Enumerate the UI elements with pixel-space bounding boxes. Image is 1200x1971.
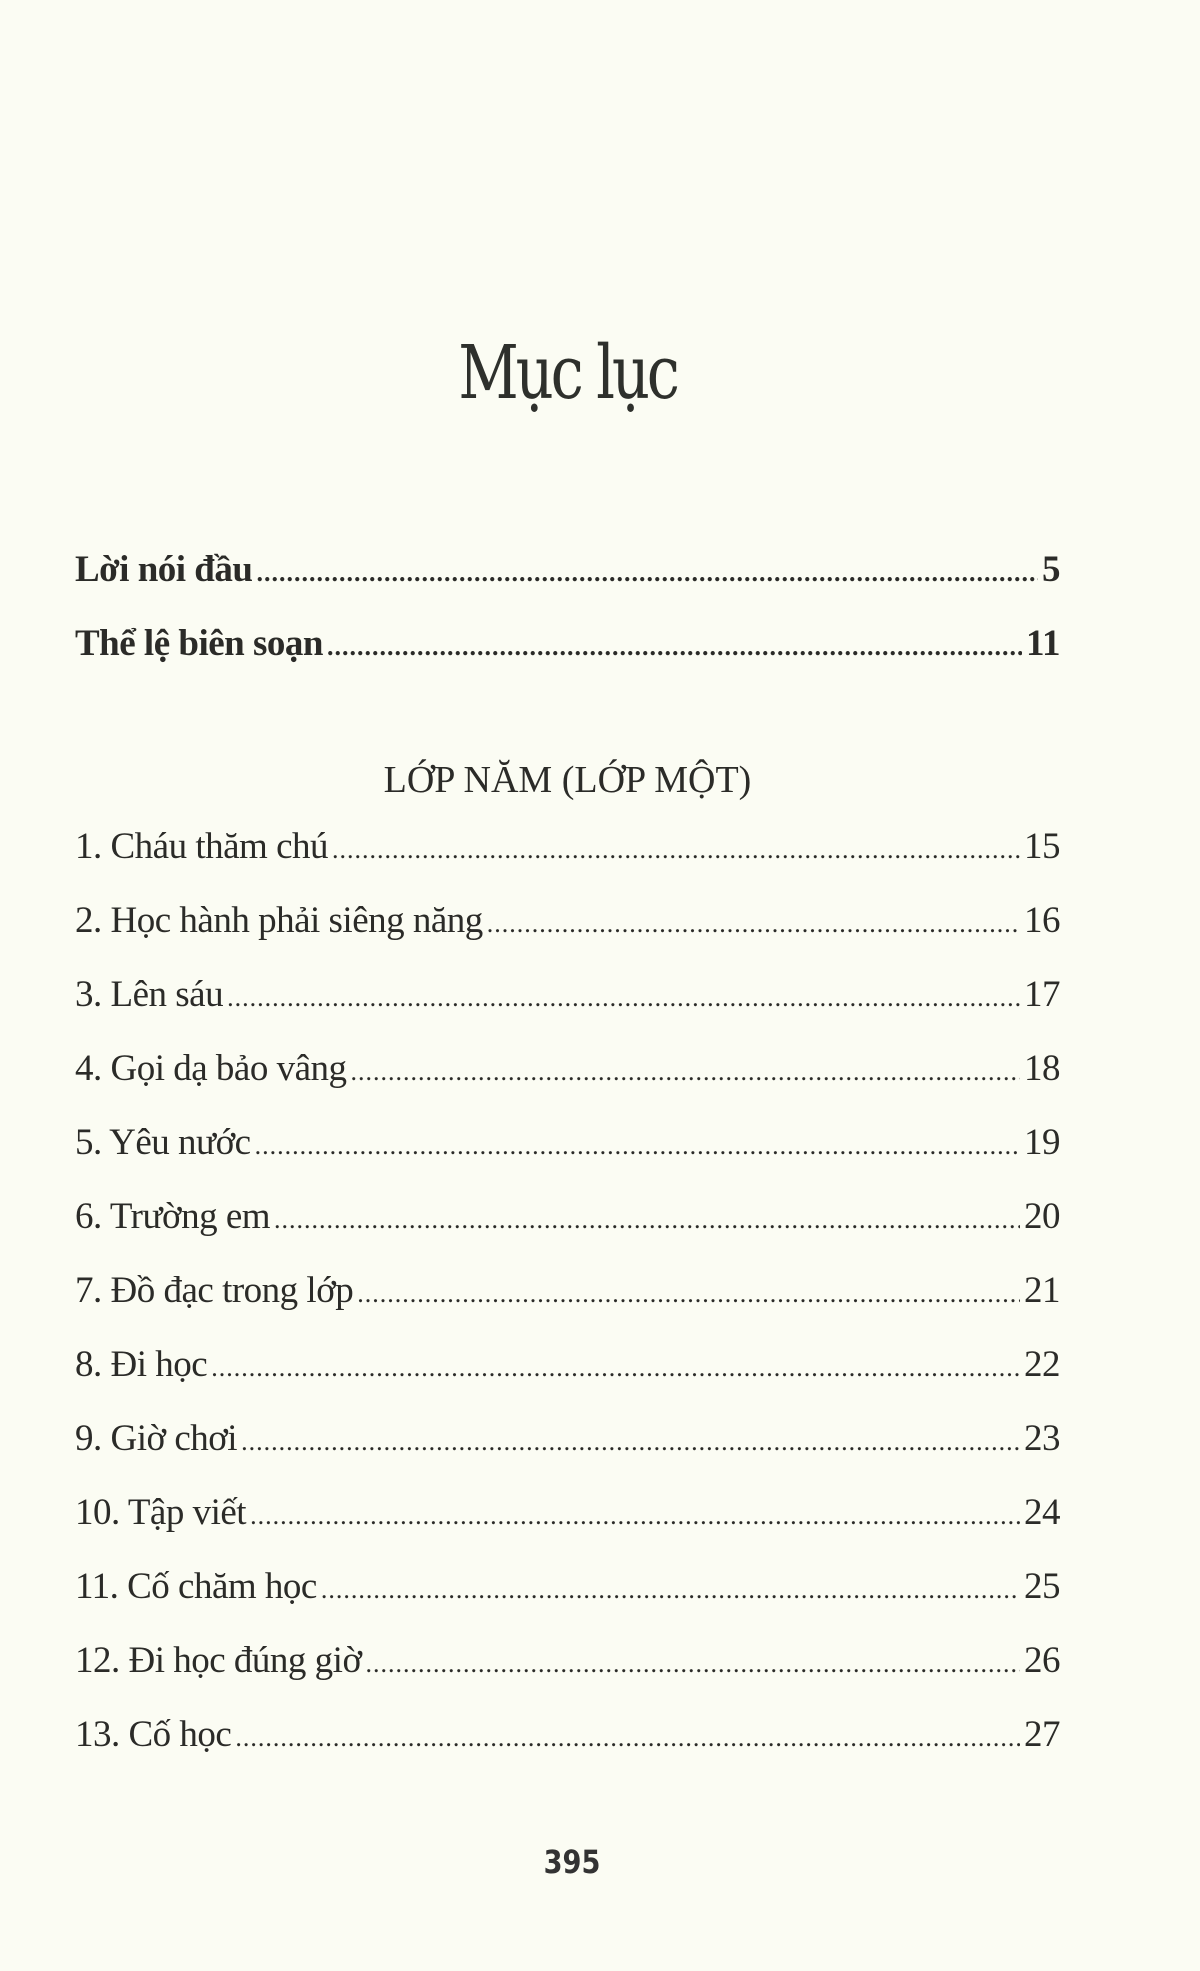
toc-entry-label: 8. Đi học	[75, 1344, 208, 1385]
dot-leader	[321, 1565, 1020, 1608]
dot-leader	[351, 1047, 1020, 1090]
page-number: 395	[543, 1843, 601, 1881]
toc-entry[interactable]	[75, 1713, 1060, 1787]
toc-entry-page: 18	[1024, 1048, 1060, 1089]
dot-leader	[487, 899, 1020, 942]
dot-leader	[250, 1491, 1020, 1534]
toc-entry-page: 11	[1026, 623, 1060, 664]
dot-leader	[327, 622, 1022, 665]
toc-entry-page: 24	[1024, 1492, 1060, 1533]
dot-leader	[332, 825, 1020, 868]
toc-entry-page: 27	[1024, 1714, 1060, 1755]
toc-entry[interactable]	[75, 1047, 1060, 1121]
toc-entry[interactable]	[75, 1639, 1060, 1713]
toc-entry[interactable]	[75, 899, 1060, 973]
toc-entry[interactable]	[75, 973, 1060, 1047]
toc-entry[interactable]	[75, 1269, 1060, 1343]
dot-leader	[274, 1195, 1020, 1238]
toc-entry-page: 21	[1024, 1270, 1060, 1311]
dot-leader	[256, 548, 1038, 591]
toc-entry-page: 5	[1042, 549, 1060, 590]
toc-entry[interactable]	[75, 1417, 1060, 1491]
toc-entry-page: 20	[1024, 1196, 1060, 1237]
toc-entry-label: 12. Đi học đúng giờ	[75, 1640, 362, 1681]
dot-leader	[255, 1121, 1020, 1164]
toc-entry-page: 26	[1024, 1640, 1060, 1681]
toc-entry[interactable]	[75, 1565, 1060, 1639]
dot-leader	[366, 1639, 1020, 1682]
toc-entry-label: Lời nói đầu	[75, 549, 253, 590]
toc-entry-label: 13. Cố học	[75, 1714, 232, 1755]
toc-list	[75, 825, 1060, 1787]
toc-entry-page: 19	[1024, 1122, 1060, 1163]
toc-entry-label: 9. Giờ chơi	[75, 1418, 238, 1459]
toc-entry-page: 23	[1024, 1418, 1060, 1459]
dot-leader	[227, 973, 1020, 1016]
toc-entry-label: 7. Đồ đạc trong lớp	[75, 1270, 354, 1311]
page-title: Mục lục	[458, 330, 677, 416]
dot-leader	[241, 1417, 1020, 1460]
toc-entry-page: 25	[1024, 1566, 1060, 1607]
toc-entry[interactable]	[75, 1195, 1060, 1269]
toc-entry-label: 1. Cháu thăm chú	[75, 826, 329, 867]
toc-entry[interactable]	[75, 1121, 1060, 1195]
toc-entry[interactable]	[75, 1491, 1060, 1565]
toc-entry-page: 16	[1024, 900, 1060, 941]
toc-entry[interactable]	[75, 548, 1060, 622]
toc-entry-label: 5. Yêu nước	[75, 1122, 251, 1163]
dot-leader	[357, 1269, 1020, 1312]
toc-entry-label: 3. Lên sáu	[75, 974, 224, 1015]
toc-entry-label: 11. Cố chăm học	[75, 1566, 317, 1607]
toc-entry-page: 15	[1024, 826, 1060, 867]
toc-entry-label: 4. Gọi dạ bảo vâng	[75, 1048, 347, 1089]
dot-leader	[235, 1713, 1020, 1756]
toc-entry-page: 17	[1024, 974, 1060, 1015]
toc-entry-page: 22	[1024, 1344, 1060, 1385]
toc-entry-label: 2. Học hành phải siêng năng	[75, 900, 483, 941]
toc-entry[interactable]	[75, 825, 1060, 899]
section-heading: LỚP NĂM (LỚP MỘT)	[383, 759, 752, 801]
toc-entry[interactable]	[75, 622, 1060, 696]
toc-entry-label: 10. Tập viết	[75, 1492, 247, 1533]
front-matter-list	[75, 548, 1060, 696]
toc-entry-label: 6. Trường em	[75, 1196, 271, 1237]
toc-entry-label: Thể lệ biên soạn	[75, 623, 323, 664]
dot-leader	[211, 1343, 1020, 1386]
toc-entry[interactable]	[75, 1343, 1060, 1417]
